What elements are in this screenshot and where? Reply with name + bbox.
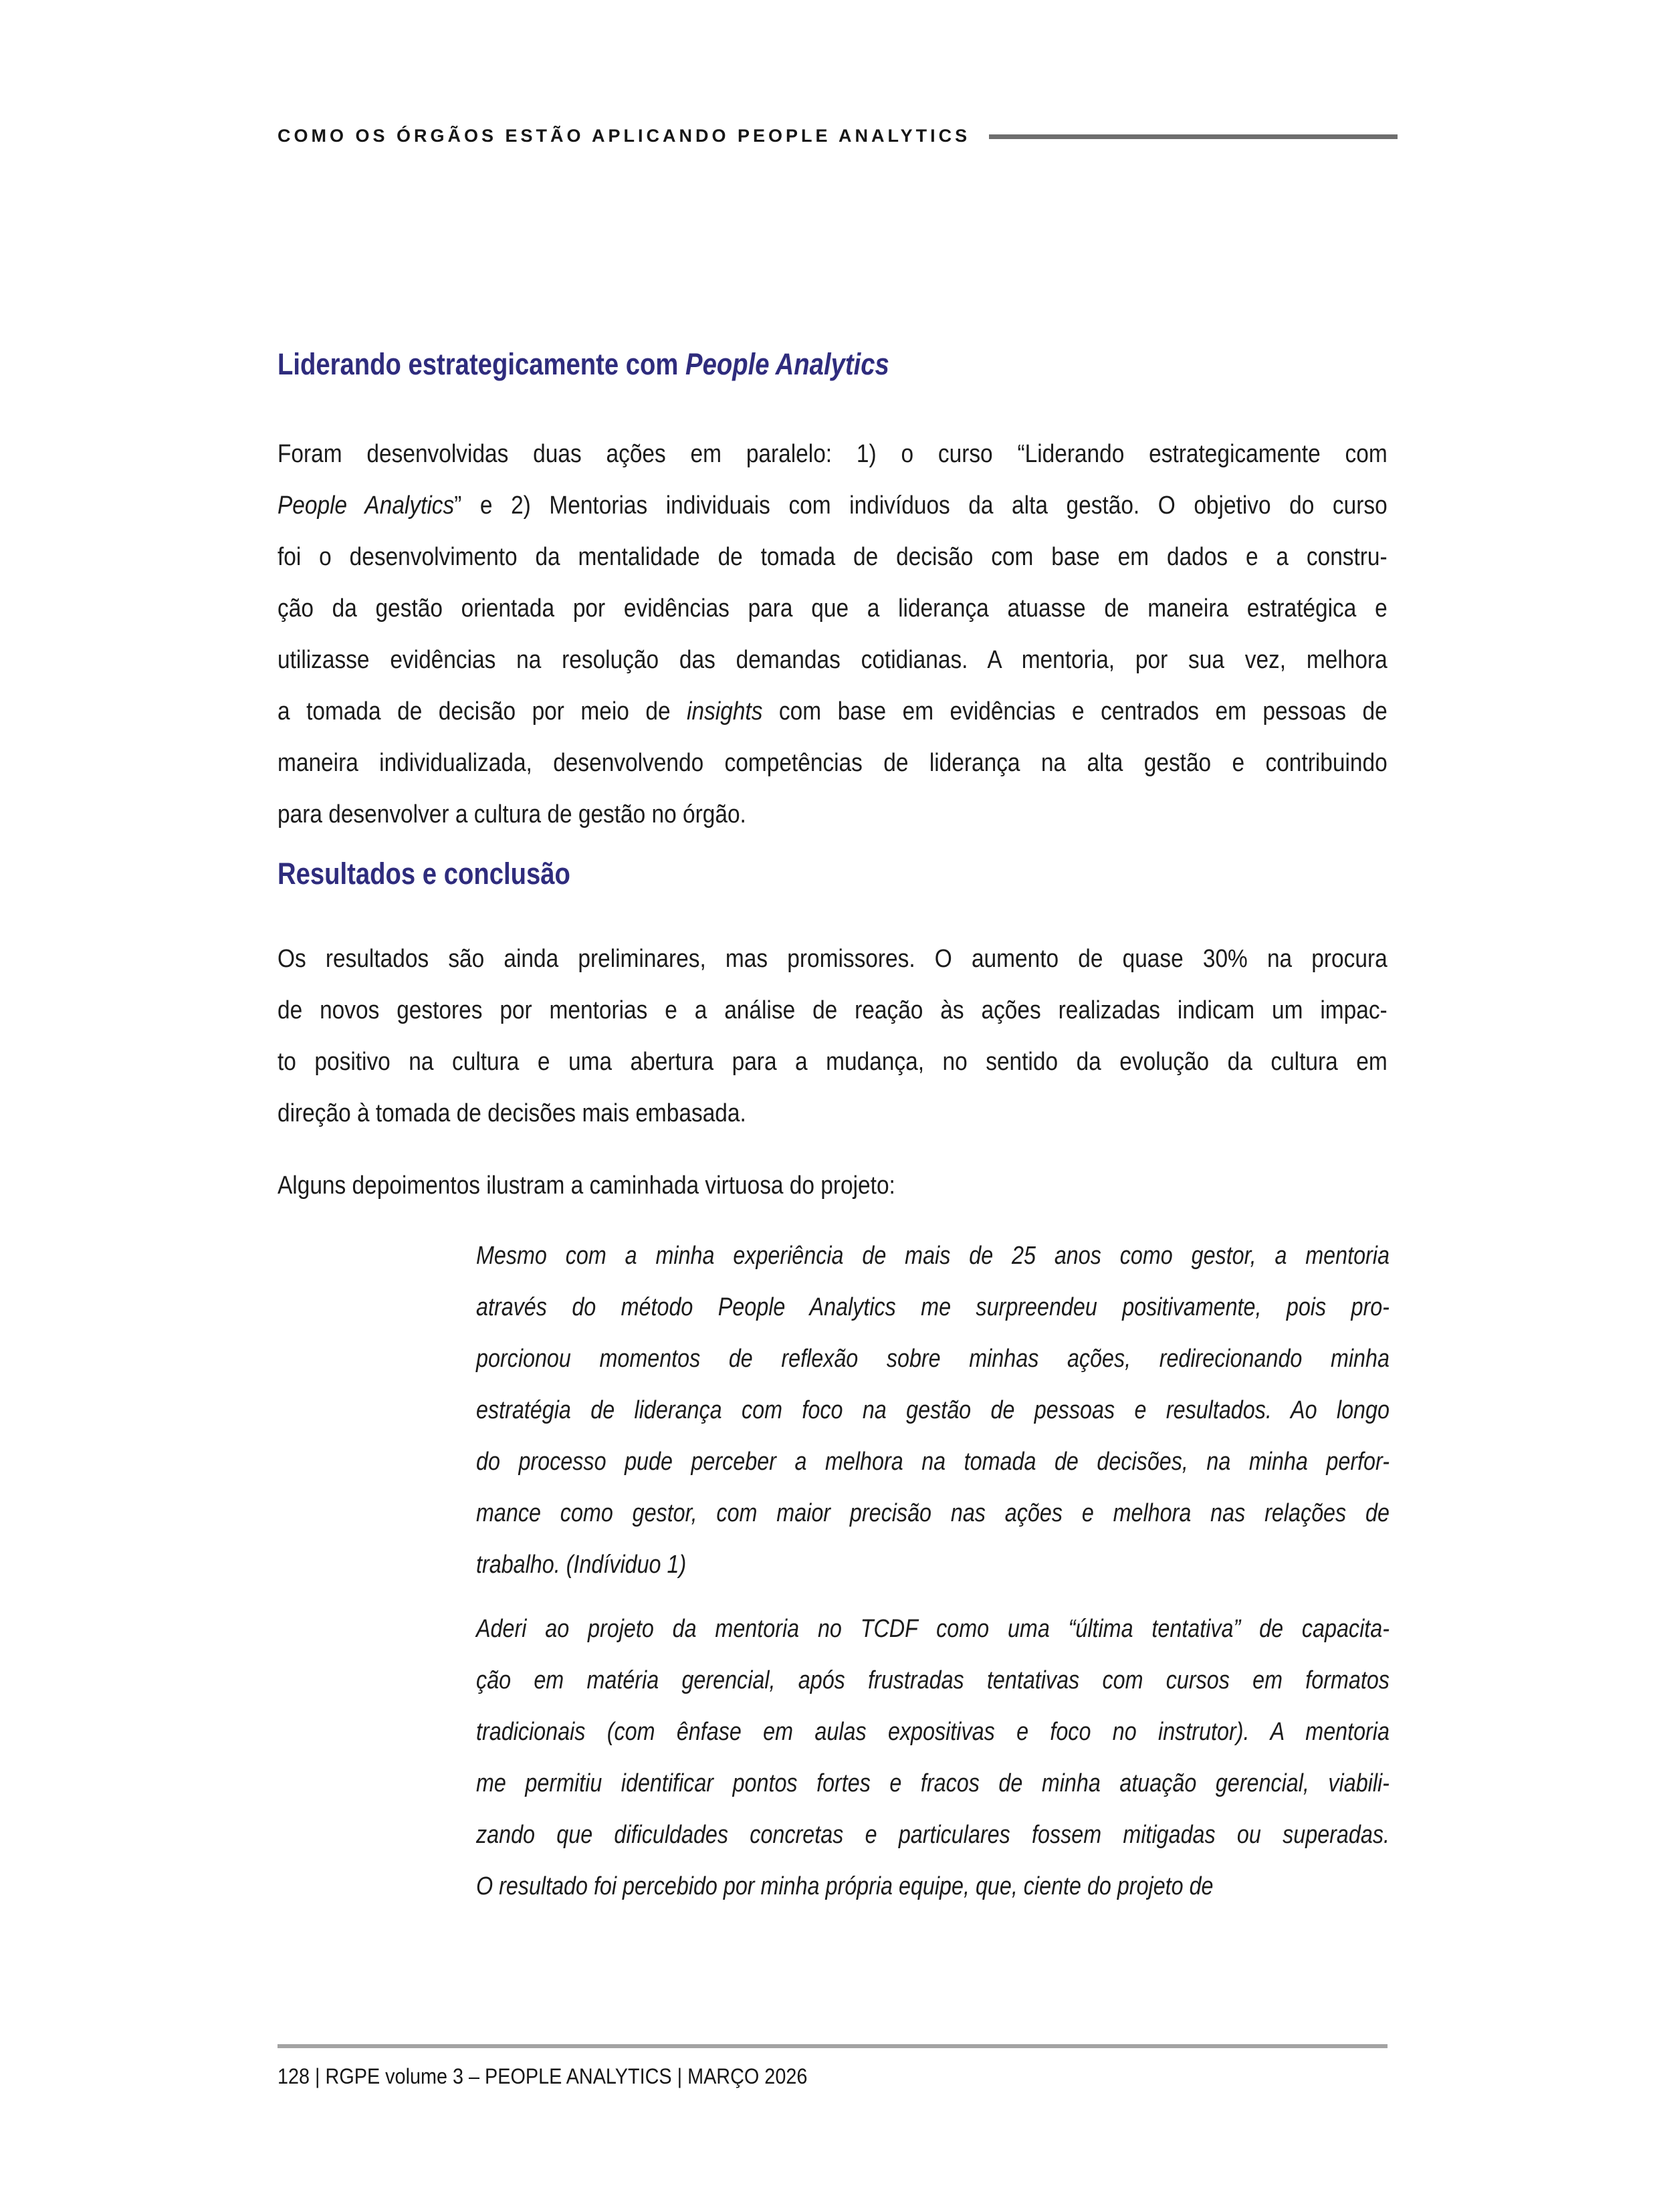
text-line: me permitiu identificar pontos fortes e fracos de minha atuação gerencial, viabili- <box>476 1769 1390 1797</box>
text-line: mance como gestor, com maior precisão nas ações e melhora nas relações de <box>476 1499 1390 1527</box>
text-line: Alguns depoimentos ilustram a caminhada virtuosa do projeto: <box>278 1172 895 1200</box>
text-line: a tomada de decisão por meio de insights com base em evidências e centrados em pessoas de <box>278 697 1388 726</box>
text-line: People Analytics” e 2) Mentorias individuais com indivíduos da alta gestão. O objetivo do curso <box>278 491 1388 520</box>
running-header-rule <box>989 134 1398 139</box>
running-header-title: COMO OS ÓRGÃOS ESTÃO APLICANDO PEOPLE ANALYTICS <box>278 126 971 146</box>
section-heading-resultados: Resultados e conclusão <box>278 857 570 891</box>
running-header <box>278 126 1398 146</box>
text-line: através do método People Analytics me surpreendeu positivamente, pois pro- <box>476 1293 1390 1321</box>
text-line: estratégia de liderança com foco na gestão de pessoas e resultados. Ao longo <box>476 1396 1390 1424</box>
text-line: Mesmo com a minha experiência de mais de 25 anos como gestor, a mentoria <box>476 1242 1390 1270</box>
body-paragraph <box>278 429 1388 841</box>
text-line: porcionou momentos de reflexão sobre minhas ações, redirecionando minha <box>476 1345 1390 1373</box>
text-line: ção em matéria gerencial, após frustradas tentativas com cursos em formatos <box>476 1666 1390 1694</box>
body-paragraph <box>278 1160 1388 1212</box>
section-heading-liderando: Liderando estrategicamente com People Analytics <box>278 347 889 381</box>
footer-page-info: 128 | RGPE volume 3 – PEOPLE ANALYTICS | MARÇO 2026 <box>278 2064 808 2088</box>
testimonial-quote-2 <box>476 1603 1390 1912</box>
text-line: Aderi ao projeto da mentoria no TCDF como uma “última tentativa” de capacita- <box>476 1615 1390 1643</box>
testimonial-quote-1 <box>476 1230 1390 1591</box>
text-line: zando que dificuldades concretas e particulares fossem mitigadas ou superadas. <box>476 1821 1390 1849</box>
text-line: foi o desenvolvimento da mentalidade de tomada de decisão com base em dados e a constru- <box>278 543 1388 571</box>
text-line: Os resultados são ainda preliminares, mas promissores. O aumento de quase 30% na procura <box>278 945 1388 973</box>
text-line: Foram desenvolvidas duas ações em paralelo: 1) o curso “Liderando estrategicamente com <box>278 440 1388 468</box>
text-line: O resultado foi percebido por minha própria equipe, que, ciente do projeto de <box>476 1872 1214 1900</box>
text-line: maneira individualizada, desenvolvendo competências de liderança na alta gestão e contribuindo <box>278 749 1388 777</box>
text-line: to positivo na cultura e uma abertura para a mudança, no sentido da evolução da cultura em <box>278 1048 1388 1076</box>
text-line: de novos gestores por mentorias e a análise de reação às ações realizadas indicam um impac- <box>278 996 1388 1024</box>
text-line: trabalho. (Indíviduo 1) <box>476 1551 687 1579</box>
footer-rule <box>278 2044 1388 2048</box>
text-line: tradicionais (com ênfase em aulas expositivas e foco no instrutor). A mentoria <box>476 1718 1390 1746</box>
text-line: utilizasse evidências na resolução das demandas cotidianas. A mentoria, por sua vez, melhora <box>278 646 1388 674</box>
text-line: do processo pude perceber a melhora na tomada de decisões, na minha perfor- <box>476 1448 1390 1476</box>
text-line: para desenvolver a cultura de gestão no órgão. <box>278 800 746 828</box>
body-paragraph <box>278 933 1388 1139</box>
text-line: ção da gestão orientada por evidências para que a liderança atuasse de maneira estratégica e <box>278 594 1388 623</box>
text-line: direção à tomada de decisões mais embasada. <box>278 1099 746 1127</box>
